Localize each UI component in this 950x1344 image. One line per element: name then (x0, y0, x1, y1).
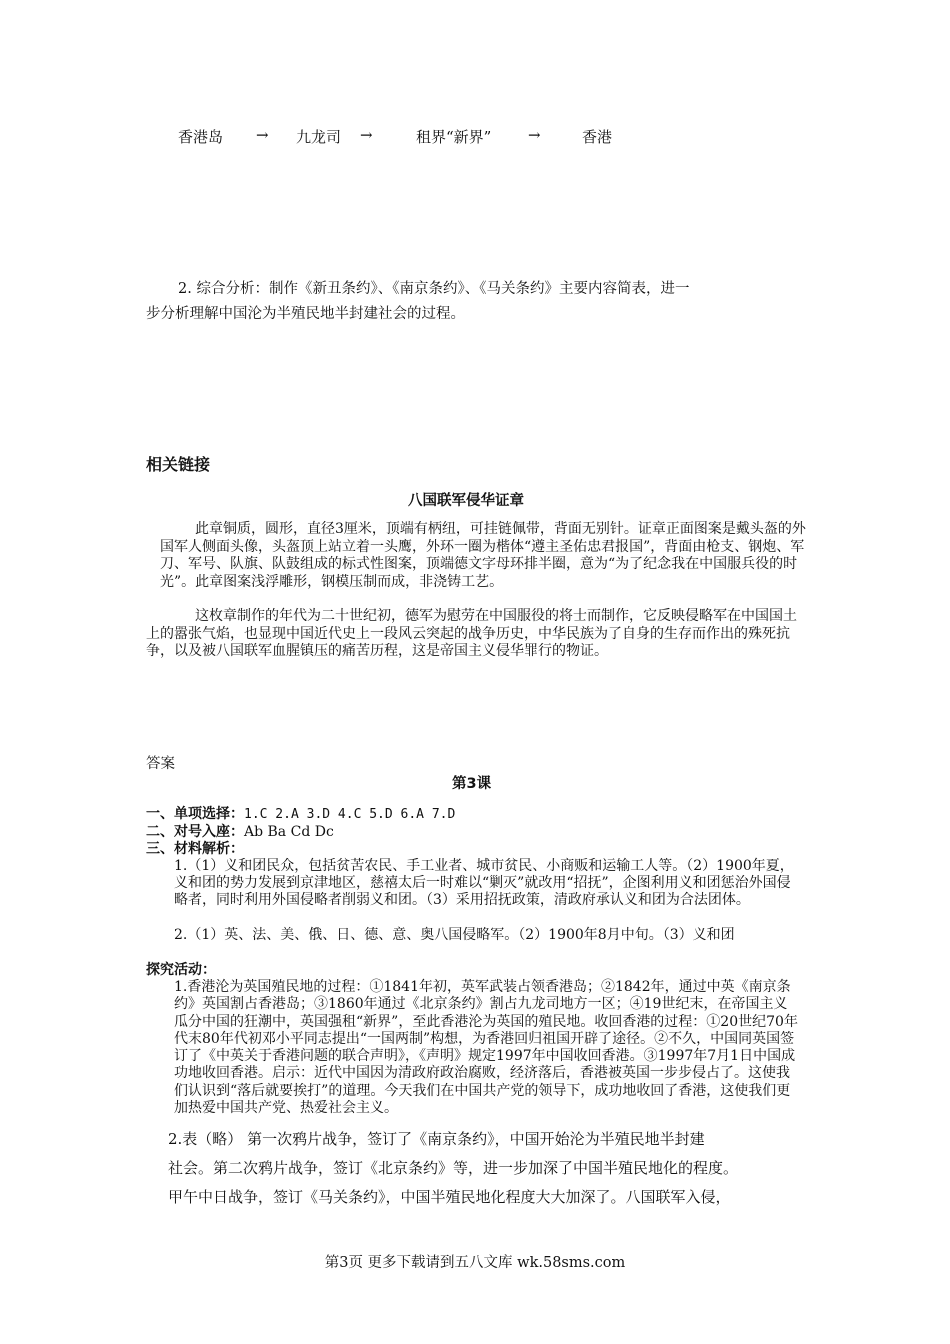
explore-label: 探究活动： (146, 962, 216, 978)
explore-answer-2-line-3: 甲午中日战争，签订《马关条约》，中国半殖民地化程度大大加深了。八国联军入侵， (168, 1188, 731, 1206)
material-answer-2: 2.（1）英、法、美、俄、日、德、意、奥八国侵略军。（2）1900年8月中旬。（3）义和团 (174, 927, 735, 943)
answers-label: 答案 (146, 756, 175, 772)
matching-row (146, 824, 334, 841)
flow-step-1: 香港岛 (178, 128, 224, 146)
material-row (146, 841, 244, 858)
matching-label: 二、对号入座： (146, 824, 244, 840)
material-label: 三、材料解析： (146, 841, 244, 857)
explore-answer-1: 1.香港沦为英国殖民地的过程：①1841年初，英军武装占领香港岛；②1842年，通过中英《南京条约》英国割占香港岛；③1860年通过《北京条约》割占九龙司地方一区；④19世纪末，在帝国主义瓜分中国的狂潮中，英国强租“新界”，至此香港沦为英国的殖民地。收回香港的过程：①20世纪70年代末80年代初邓小平同志提出“一国两制”构想，为香港回归祖国开辟了途径。②不久，中国同英国签订了《中英关于香港问题的联合声明》，《声明》规定1997年中国收回香港。③1997年7月1日中国成功地收回香港。启示：近代中国因为清政府政治腐败，经济落后，香港被英国一步步侵占了。这使我们认识到“落后就要挨打”的道理。今天我们在中国共产党的领导下，成功地收回了香港，这使我们更加热爱中国共产党、热爱社会主义。 (174, 979, 798, 1117)
article-paragraph-2: 这枚章制作的年代为二十世纪初，德军为慰劳在中国服役的将士而制作，它反映侵略军在中国国土上的嚣张气焰，也显现中国近代史上一段风云突起的战争历史，中华民族为了自身的生存而作出的殊死抗争，以及被八国联军血腥镇压的痛苦历程，这是帝国主义侵华罪行的物证。 (146, 608, 797, 659)
flow-arrow-icon: → (528, 126, 541, 144)
single-choice-label: 一、单项选择： (146, 806, 244, 822)
question-2-line-1: 2. 综合分析：制作《新丑条约》、《南京条约》、《马关条约》主要内容简表，进一 (178, 281, 690, 297)
flow-step-3: 租界“新界” (416, 128, 492, 146)
question-2-line-2: 步分析理解中国沦为半殖民地半封建社会的过程。 (146, 306, 465, 322)
explore-answer-2-line-2: 社会。第二次鸦片战争，签订《北京条约》等，进一步加深了中国半殖民地化的程度。 (168, 1159, 739, 1177)
article-body-2 (146, 608, 810, 661)
flow-arrow-icon: → (256, 126, 269, 144)
article-paragraph-1: 此章铜质，圆形，直径3厘米，顶端有柄纽，可挂链佩带，背面无别针。证章正面图案是戴头盔的外国军人侧面头像，头盔顶上站立着一头鹰，外环一圈为楷体“遵主圣佑忠君报国”，背面由枪支、钢炮、军刀、军号、队旗、队鼓组成的标式性图案，顶端德文字母环排半圈，意为“为了纪念我在中国服兵役的时光”。此章图案浅浮雕形，钢模压制而成，非浇铸工艺。 (160, 521, 806, 590)
single-choice-values: 1.C 2.A 3.D 4.C 5.D 6.A 7.D (244, 807, 456, 822)
single-choice-row (146, 806, 455, 823)
page-footer: 第3页 更多下载请到五八文库 wk.58sms.com (324, 1255, 626, 1271)
article-title: 八国联军侵华证章 (408, 493, 524, 509)
article-body (160, 521, 810, 591)
flow-step-4: 香港 (582, 128, 613, 146)
explore-row (146, 962, 216, 979)
related-heading: 相关链接 (146, 455, 211, 474)
flow-step-2: 九龙司 (296, 128, 342, 146)
matching-values: Ab Ba Cd Dc (244, 824, 334, 840)
flow-arrow-icon: → (360, 126, 373, 144)
lesson-title: 第3课 (452, 776, 492, 792)
material-answer-1: 1.（1）义和团民众，包括贫苦农民、手工业者、城市贫民、小商贩和运输工人等。（2）1900年夏，义和团的势力发展到京津地区，慈禧太后一时难以“剿灭”就改用“招抚”，企图利用义和团惩治外国侵略者，同时利用外国侵略者削弱义和团。（3）采用招抚政策，清政府承认义和团为合法团体。 (174, 858, 794, 908)
explore-answer-2-line-1: 2.表（略） 第一次鸦片战争，签订了《南京条约》，中国开始沦为半殖民地半封建 (168, 1130, 705, 1148)
